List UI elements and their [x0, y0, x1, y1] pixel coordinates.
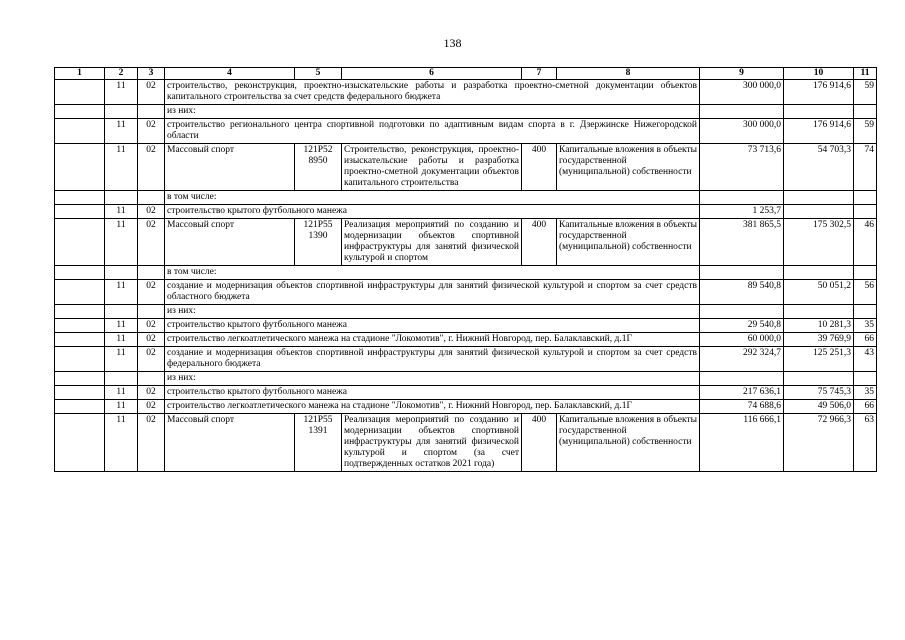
- column-header: 4: [165, 68, 295, 80]
- program-name: Массовый спорт: [165, 144, 295, 191]
- note-label: из них:: [165, 372, 700, 386]
- plan-amount: 29 540,8: [700, 319, 784, 333]
- budget-table: [54, 67, 877, 472]
- program-name: Массовый спорт: [165, 219, 295, 266]
- plan-amount: 300 000,0: [700, 119, 784, 144]
- empty-cell: [138, 191, 165, 205]
- table-note-row: [55, 266, 877, 280]
- plan-amount: 74 688,6: [700, 400, 784, 414]
- empty-cell: [854, 266, 877, 280]
- column-header: 8: [557, 68, 700, 80]
- column-header: 7: [522, 68, 557, 80]
- expense-type-code: 400: [522, 219, 557, 266]
- subsection-code: 02: [138, 414, 165, 472]
- empty-cell: [700, 305, 784, 319]
- empty-cell: [55, 105, 105, 119]
- table-row: [55, 80, 877, 105]
- table-row: [55, 386, 877, 400]
- column-header: 6: [342, 68, 522, 80]
- actual-amount: 54 703,3: [784, 144, 854, 191]
- subsection-code: 02: [138, 347, 165, 372]
- empty-cell: [55, 305, 105, 319]
- subsection-code: 02: [138, 386, 165, 400]
- subsection-code: 02: [138, 219, 165, 266]
- empty-cell: [55, 80, 105, 105]
- empty-cell: [55, 372, 105, 386]
- plan-amount: 300 000,0: [700, 80, 784, 105]
- table-row: [55, 219, 877, 266]
- item-description: строительство, реконструкция, проектно-изыскательские работы и разработка проектно-сметной документации объектов капитального строительства за счет средств федерального бюджета: [165, 80, 700, 105]
- expense-type-name: Капитальные вложения в объекты государственной (муниципальной) собственности: [557, 144, 700, 191]
- item-description: строительство легкоатлетического манежа на стадионе "Локомотив", г. Нижний Новгород, пер. Балаклавский, д.1Г: [165, 333, 700, 347]
- table-row: [55, 119, 877, 144]
- subsection-code: 02: [138, 144, 165, 191]
- empty-cell: [55, 191, 105, 205]
- table-row: [55, 205, 877, 219]
- execution-percent: 56: [854, 280, 877, 305]
- item-description: создание и модернизация объектов спортивной инфраструктуры для занятий физической культурой и спортом за счет средств федерального бюджета: [165, 347, 700, 372]
- empty-cell: [854, 191, 877, 205]
- item-description: Реализация мероприятий по созданию и модернизации объектов спортивной инфраструктуры для занятий физической культурой и спортом (за счет подтвержденных остатков 2021 года): [342, 414, 522, 472]
- empty-cell: [854, 372, 877, 386]
- plan-amount: 292 324,7: [700, 347, 784, 372]
- column-header: 9: [700, 68, 784, 80]
- note-label: из них:: [165, 305, 700, 319]
- subsection-code: 02: [138, 205, 165, 219]
- column-header-row: [55, 68, 877, 80]
- execution-percent: 74: [854, 144, 877, 191]
- section-code: 11: [105, 280, 138, 305]
- program-name: Массовый спорт: [165, 414, 295, 472]
- expense-type-name: Капитальные вложения в объекты государственной (муниципальной) собственности: [557, 219, 700, 266]
- page-number: 138: [443, 36, 462, 50]
- table-row: [55, 144, 877, 191]
- table-row: [55, 400, 877, 414]
- empty-cell: [55, 414, 105, 472]
- section-code: 11: [105, 80, 138, 105]
- execution-percent: 66: [854, 400, 877, 414]
- empty-cell: [105, 372, 138, 386]
- empty-cell: [138, 266, 165, 280]
- section-code: 11: [105, 205, 138, 219]
- execution-percent: 35: [854, 386, 877, 400]
- empty-cell: [784, 266, 854, 280]
- empty-cell: [784, 105, 854, 119]
- section-code: 11: [105, 219, 138, 266]
- expense-type-code: 400: [522, 414, 557, 472]
- execution-percent: 46: [854, 219, 877, 266]
- empty-cell: [105, 305, 138, 319]
- plan-amount: 89 540,8: [700, 280, 784, 305]
- execution-percent: 59: [854, 80, 877, 105]
- column-header: 11: [854, 68, 877, 80]
- subsection-code: 02: [138, 280, 165, 305]
- empty-cell: [784, 305, 854, 319]
- empty-cell: [138, 105, 165, 119]
- expense-type-name: Капитальные вложения в объекты государственной (муниципальной) собственности: [557, 414, 700, 472]
- empty-cell: [105, 266, 138, 280]
- empty-cell: [700, 372, 784, 386]
- empty-cell: [55, 205, 105, 219]
- empty-cell: [138, 372, 165, 386]
- target-article-code: 121P52 8950: [295, 144, 342, 191]
- empty-cell: [55, 280, 105, 305]
- empty-cell: [55, 333, 105, 347]
- table-row: [55, 414, 877, 472]
- table-row: [55, 333, 877, 347]
- actual-amount: 176 914,6: [784, 119, 854, 144]
- empty-cell: [854, 105, 877, 119]
- section-code: 11: [105, 144, 138, 191]
- table-note-row: [55, 305, 877, 319]
- execution-percent: [854, 205, 877, 219]
- empty-cell: [55, 386, 105, 400]
- column-header: 10: [784, 68, 854, 80]
- plan-amount: 73 713,6: [700, 144, 784, 191]
- section-code: 11: [105, 319, 138, 333]
- section-code: 11: [105, 119, 138, 144]
- empty-cell: [55, 219, 105, 266]
- execution-percent: 43: [854, 347, 877, 372]
- note-label: в том числе:: [165, 266, 700, 280]
- column-header: 5: [295, 68, 342, 80]
- empty-cell: [784, 372, 854, 386]
- item-description: строительство регионального центра спортивной подготовки по адаптивным видам спорта в г. Дзержинске Нижегородской области: [165, 119, 700, 144]
- section-code: 11: [105, 347, 138, 372]
- empty-cell: [55, 347, 105, 372]
- item-description: строительство крытого футбольного манежа: [165, 319, 700, 333]
- empty-cell: [55, 319, 105, 333]
- target-article-code: 121P55 1391: [295, 414, 342, 472]
- note-label: из них:: [165, 105, 700, 119]
- actual-amount: 176 914,6: [784, 80, 854, 105]
- subsection-code: 02: [138, 400, 165, 414]
- execution-percent: 63: [854, 414, 877, 472]
- empty-cell: [700, 105, 784, 119]
- plan-amount: 116 666,1: [700, 414, 784, 472]
- table-row: [55, 347, 877, 372]
- empty-cell: [55, 266, 105, 280]
- plan-amount: 60 000,0: [700, 333, 784, 347]
- subsection-code: 02: [138, 319, 165, 333]
- actual-amount: 125 251,3: [784, 347, 854, 372]
- target-article-code: 121P55 1390: [295, 219, 342, 266]
- section-code: 11: [105, 414, 138, 472]
- empty-cell: [105, 105, 138, 119]
- empty-cell: [784, 191, 854, 205]
- table-note-row: [55, 372, 877, 386]
- section-code: 11: [105, 333, 138, 347]
- column-header: 3: [138, 68, 165, 80]
- item-description: строительство крытого футбольного манежа: [165, 386, 700, 400]
- subsection-code: 02: [138, 80, 165, 105]
- execution-percent: 66: [854, 333, 877, 347]
- plan-amount: 381 865,5: [700, 219, 784, 266]
- item-description: создание и модернизация объектов спортивной инфраструктуры для занятий физической культурой и спортом за счет средств областного бюджета: [165, 280, 700, 305]
- item-description: Реализация мероприятий по созданию и модернизации объектов спортивной инфраструктуры для занятий физической культурой и спортом: [342, 219, 522, 266]
- subsection-code: 02: [138, 119, 165, 144]
- column-header: 1: [55, 68, 105, 80]
- empty-cell: [700, 191, 784, 205]
- actual-amount: 175 302,5: [784, 219, 854, 266]
- empty-cell: [55, 119, 105, 144]
- empty-cell: [55, 400, 105, 414]
- plan-amount: 217 636,1: [700, 386, 784, 400]
- table-note-row: [55, 105, 877, 119]
- note-label: в том числе:: [165, 191, 700, 205]
- table-row: [55, 280, 877, 305]
- actual-amount: [784, 205, 854, 219]
- item-description: строительство легкоатлетического манежа на стадионе "Локомотив", г. Нижний Новгород, пер. Балаклавский, д.1Г: [165, 400, 700, 414]
- column-header: 2: [105, 68, 138, 80]
- actual-amount: 39 769,9: [784, 333, 854, 347]
- actual-amount: 50 051,2: [784, 280, 854, 305]
- expense-type-code: 400: [522, 144, 557, 191]
- actual-amount: 72 966,3: [784, 414, 854, 472]
- empty-cell: [55, 144, 105, 191]
- subsection-code: 02: [138, 333, 165, 347]
- empty-cell: [700, 266, 784, 280]
- actual-amount: 75 745,3: [784, 386, 854, 400]
- item-description: Строительство, реконструкция, проектно-изыскательские работы и разработка проектно-сметной документации объектов капитального строительства: [342, 144, 522, 191]
- actual-amount: 49 506,0: [784, 400, 854, 414]
- section-code: 11: [105, 386, 138, 400]
- empty-cell: [105, 191, 138, 205]
- execution-percent: 35: [854, 319, 877, 333]
- section-code: 11: [105, 400, 138, 414]
- actual-amount: 10 281,3: [784, 319, 854, 333]
- item-description: строительство крытого футбольного манежа: [165, 205, 700, 219]
- empty-cell: [138, 305, 165, 319]
- execution-percent: 59: [854, 119, 877, 144]
- table-row: [55, 319, 877, 333]
- empty-cell: [854, 305, 877, 319]
- plan-amount: 1 253,7: [700, 205, 784, 219]
- table-note-row: [55, 191, 877, 205]
